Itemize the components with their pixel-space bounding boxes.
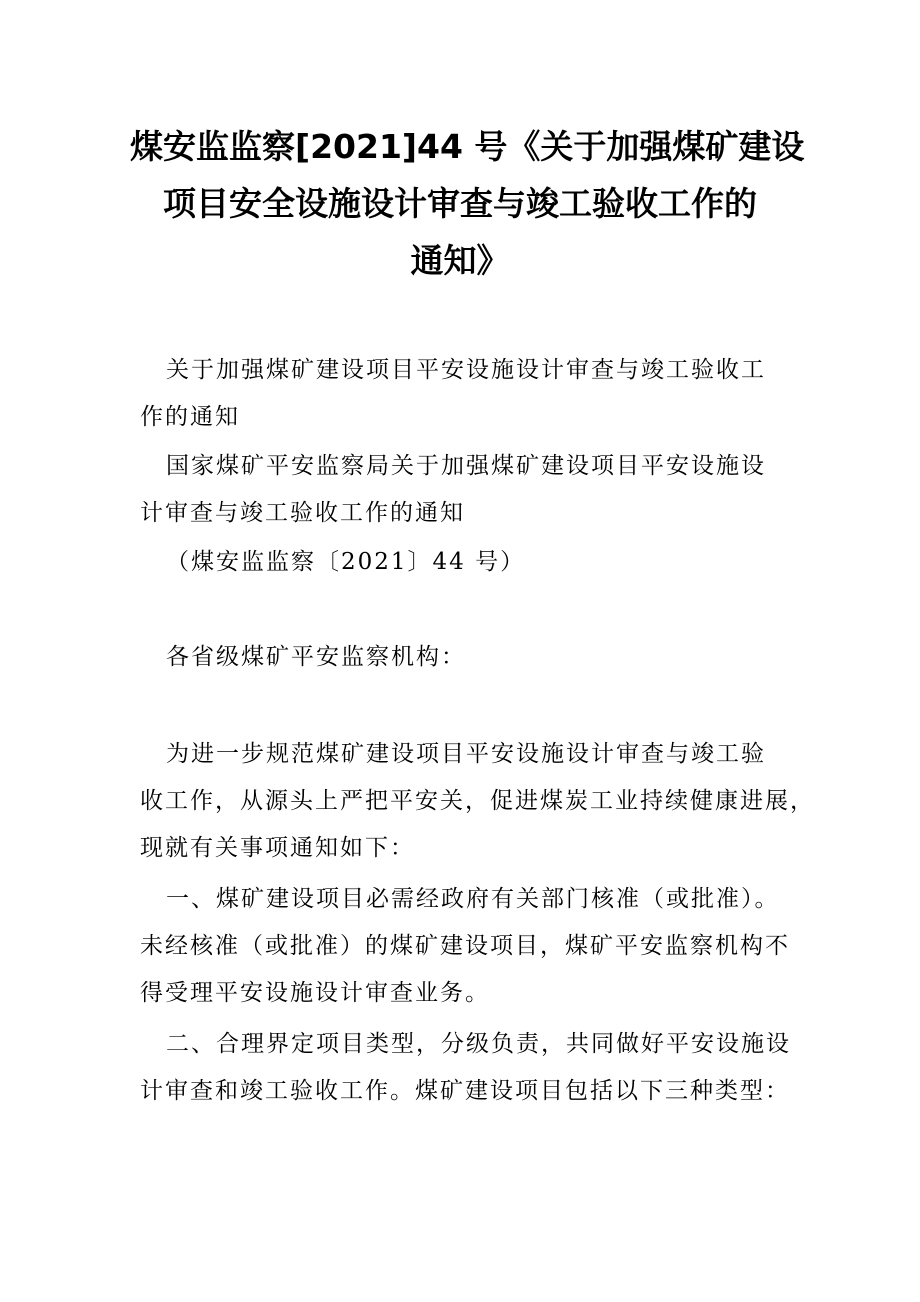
- paragraph-addressee: [140, 634, 790, 681]
- paragraph-bureau-notice: [140, 443, 790, 537]
- paragraph-document-number: [140, 539, 790, 586]
- paragraph-item-two: [140, 1021, 790, 1115]
- text-line: 一、煤矿建设项目必需经政府有关部门核准（或批准）。: [166, 886, 780, 912]
- text-line: （煤安监监察〔2021〕44 号）: [166, 549, 526, 575]
- text-line: 国家煤矿平安监察局关于加强煤矿建设项目平安设施设: [166, 453, 766, 479]
- text-line: 二、合理界定项目类型，分级负责，共同做好平安设施设: [166, 1031, 791, 1057]
- title-line-1: 煤安监监察[2021]44 号《关于加强煤矿建设: [130, 127, 805, 166]
- text-line: 为进一步规范煤矿建设项目平安设施设计审查与竣工验: [166, 741, 766, 767]
- text-line: 关于加强煤矿建设项目平安设施设计审查与竣工验收工: [166, 357, 766, 383]
- title-line-2: 项目安全设施设计审查与竣工验收工作的: [163, 184, 757, 223]
- text-line: 得受理平安设施设计审查业务。: [140, 980, 490, 1006]
- text-line: 各省级煤矿平安监察机构：: [166, 644, 466, 670]
- text-line: 现就有关事项通知如下：: [140, 835, 415, 861]
- text-line: 收工作，从源头上严把平安关，促进煤炭工业持续健康进展，: [140, 788, 815, 814]
- paragraph-notice-title: [140, 347, 790, 441]
- text-line: 作的通知: [140, 404, 240, 430]
- paragraph-item-one: [140, 876, 790, 1017]
- paragraph-intro: [140, 731, 815, 872]
- title-line-3: 通知》: [410, 241, 510, 280]
- text-line: 计审查与竣工验收工作的通知: [140, 500, 465, 526]
- text-line: 未经核准（或批准）的煤矿建设项目，煤矿平安监察机构不: [140, 933, 790, 959]
- document-title: [130, 118, 805, 289]
- text-line: 计审查和竣工验收工作。煤矿建设项目包括以下三种类型：: [140, 1078, 790, 1104]
